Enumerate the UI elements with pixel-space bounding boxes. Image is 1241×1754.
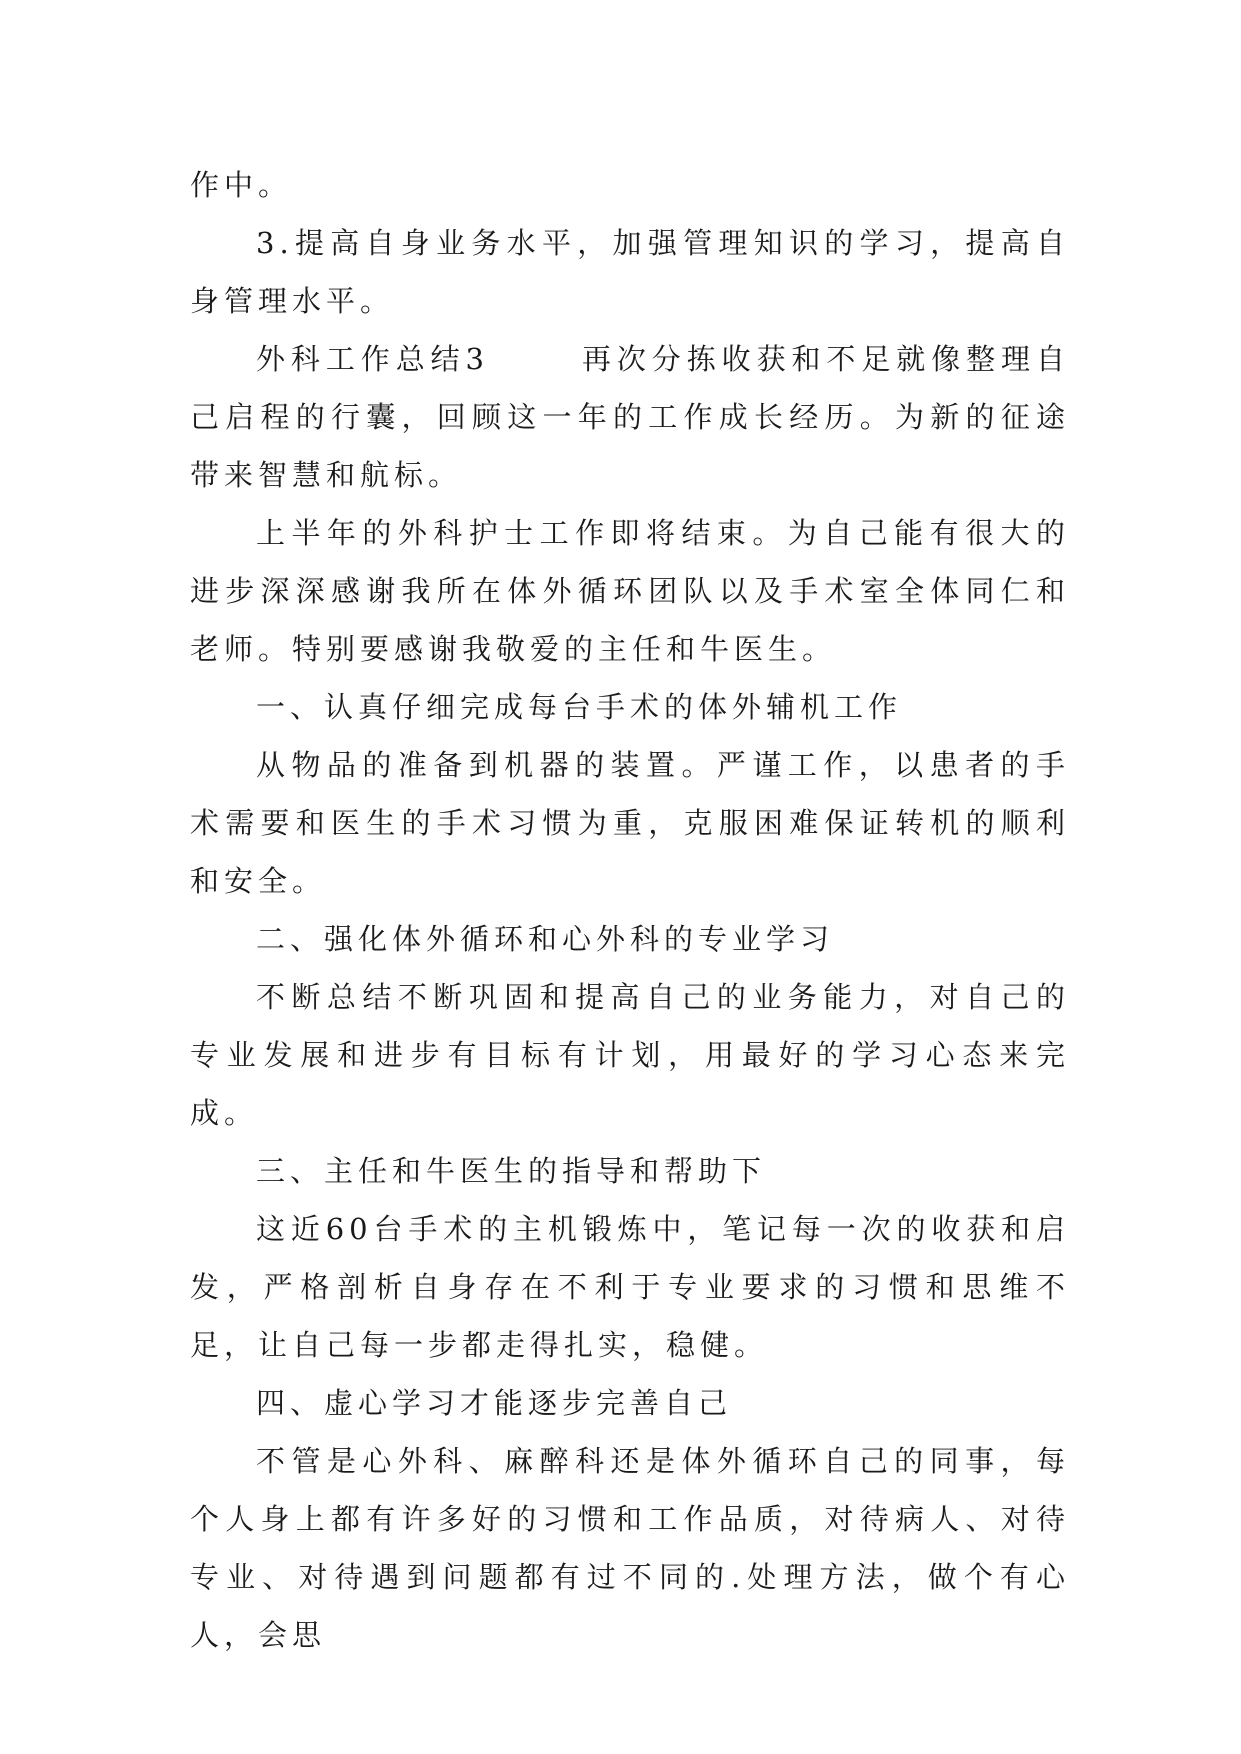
- section-heading: 外科工作总结3: [256, 342, 490, 376]
- paragraph-item-3: 3.提高自身业务水平，加强管理知识的学习，提高自身管理水平。: [190, 226, 1070, 318]
- paragraph-3: 这近60台手术的主机锻炼中，笔记每一次的收获和启发，严格剖析自身存在不利于专业要求的习惯和思维不足，让自己每一步都走得扎实，稳健。: [190, 1212, 1070, 1362]
- paragraph-2: 不断总结不断巩固和提高自己的业务能力，对自己的专业发展和进步有目标有计划，用最好的学习心态来完成。: [190, 980, 1070, 1130]
- paragraph-continuation: 作中。: [190, 168, 293, 202]
- subheading-2: 二、强化体外循环和心外科的专业学习: [256, 922, 835, 956]
- paragraph-intro: 上半年的外科护士工作即将结束。为自己能有很大的进步深深感谢我所在体外循环团队以及手术室全体同仁和老师。特别要感谢我敬爱的主任和牛医生。: [190, 516, 1070, 666]
- subheading-4: 四、虚心学习才能逐步完善自己: [256, 1386, 733, 1420]
- subheading-3: 三、主任和牛医生的指导和帮助下: [256, 1154, 767, 1188]
- subheading-1: 一、认真仔细完成每台手术的体外辅机工作: [256, 690, 903, 724]
- paragraph-4: 不管是心外科、麻醉科还是体外循环自己的同事，每个人身上都有许多好的习惯和工作品质，对待病人、对待专业、对待遇到问题都有过不同的.处理方法，做个有心人，会思: [190, 1444, 1070, 1652]
- document-body: [190, 156, 1070, 1664]
- paragraph-summary-3: [190, 330, 1070, 504]
- paragraph-summary-3-text: 再次分拣收获和不足就像整理自己启程的行囊，回顾这一年的工作成长经历。为新的征途带来智慧和航标。: [190, 342, 1070, 492]
- paragraph-1: 从物品的准备到机器的装置。严谨工作，以患者的手术需要和医生的手术习惯为重，克服困难保证转机的顺利和安全。: [190, 748, 1070, 898]
